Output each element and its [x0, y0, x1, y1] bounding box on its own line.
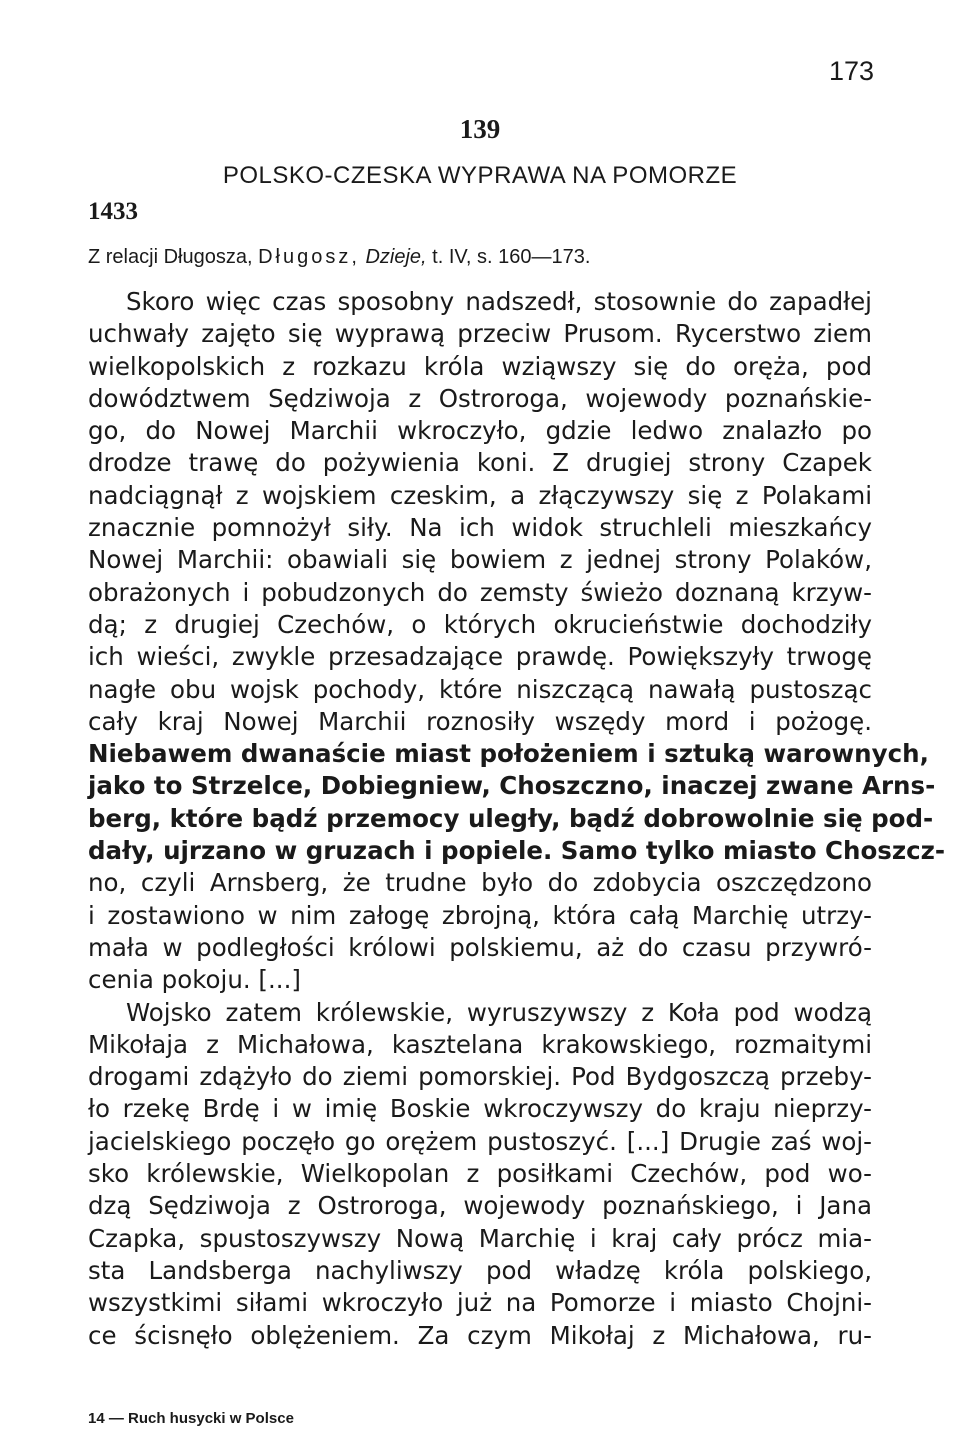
text-line: go, do Nowej Marchii wkroczyło, gdzie ledwo znalazło po [88, 416, 872, 446]
document-year: 1433 [88, 198, 138, 225]
text-line: mała w podległości królowi polskiemu, aż do czasu przywró- [88, 932, 872, 962]
text-line: znacznie pomnożył siły. Na ich widok struchleli mieszkańcy [88, 513, 872, 543]
text-line: dą; z drugiej Czechów, o których okrucieństwie dochodziły [88, 609, 872, 639]
text-line: Nowej Marchii: obawiali się bowiem z jednej strony Polaków, [88, 545, 872, 575]
source-citation [88, 246, 590, 269]
text-line: ce ścisnęło oblężeniem. Za czym Mikołaj z Michałowa, ru- [88, 1320, 872, 1350]
text-line: dzą Sędziwoja z Ostroroga, wojewody poznańskiego, i Jana [88, 1191, 872, 1221]
text-line: ło rzekę Brdę i w imię Boskie wkroczywszy do kraju nieprzy- [88, 1094, 872, 1124]
text-line: berg, które bądź przemocy uległy, bądź dobrowolnie się pod- [88, 803, 934, 833]
text-line: jako to Strzelce, Dobiegniew, Choszczno, inaczej zwane Arns- [88, 771, 936, 801]
text-line: no, czyli Arnsberg, że trudne było do zdobycia oszczędzono [88, 868, 872, 898]
text-line: drogami zdążyło do ziemi pomorskiej. Pod Bydgoszczą przeby- [88, 1062, 872, 1092]
footer-signature: 14 — Ruch husycki w Polsce [88, 1410, 294, 1427]
text-line: dowództwem Sędziwoja z Ostroroga, wojewody poznańskie- [88, 383, 872, 413]
text-line: drodze trawę do pożywienia koni. Z drugiej strony Czapek [88, 448, 872, 478]
text-line: wielkopolskich z rozkazu króla wziąwszy się do oręża, pod [88, 351, 872, 381]
text-line: Niebawem dwanaście miast położeniem i sztuką warownych, [88, 739, 929, 769]
text-line: wszystkimi siłami wkroczyło już na Pomorze i miasto Chojni- [88, 1288, 872, 1318]
text-line: uchwały zajęto się wyprawą przeciw Prusom. Rycerstwo ziem [88, 319, 872, 349]
text-line: Skoro więc czas sposobny nadszedł, stosownie do zapadłej [126, 287, 872, 316]
text-line: cały kraj Nowej Marchii roznosiły wszędy mord i pożogę. [88, 706, 872, 736]
text-line: obrażonych i pobudzonych do zemsty świeżo doznaną krzyw- [88, 577, 872, 607]
document-number: 139 [459, 114, 501, 144]
text-line: i zostawiono w nim załogę zbrojną, która całą Marchię utrzy- [88, 900, 872, 930]
text-line: nadciągnął z wojskiem czeskim, a złączywszy się z Polakami [88, 480, 872, 510]
text-line: sko królewskie, Wielkopolan z posiłkami Czechów, pod wo- [88, 1159, 872, 1189]
text-line: Czapka, spustoszywszy Nową Marchię i kraj cały prócz mia- [88, 1223, 872, 1253]
text-line: cenia pokoju. [...] [88, 965, 301, 995]
body-text [88, 286, 946, 1352]
text-line: jacielskiego poczęło go orężem pustoszyć. [...] Drugie zaś woj- [88, 1126, 872, 1156]
text-line: dały, ujrzano w gruzach i popiele. Samo tylko miasto Choszcz- [88, 836, 946, 866]
text-line: Mikołaja z Michałowa, kasztelana krakowskiego, rozmaitymi [88, 1029, 872, 1059]
text-line: sta Landsberga nachyliwszy pod władzę króla polskiego, [88, 1255, 872, 1285]
document-title: POLSKO-CZESKA WYPRAWA NA POMORZE [222, 162, 738, 189]
source-work: Dzieje, [365, 246, 427, 268]
page-number: 173 [828, 56, 874, 86]
text-line: nagłe obu wojsk pochody, które niszczącą nawałą pustosząc [88, 674, 872, 704]
source-author: Długosz, [258, 246, 360, 268]
text-line: ich wieści, zwykle przesadzające prawdę. Powiększyły trwogę [88, 642, 872, 672]
source-reference: t. IV, s. 160—173. [432, 246, 591, 268]
text-line: Wojsko zatem królewskie, wyruszywszy z Koła pod wodzą [126, 997, 872, 1027]
source-prefix: Z relacji Długosza, [88, 246, 253, 268]
